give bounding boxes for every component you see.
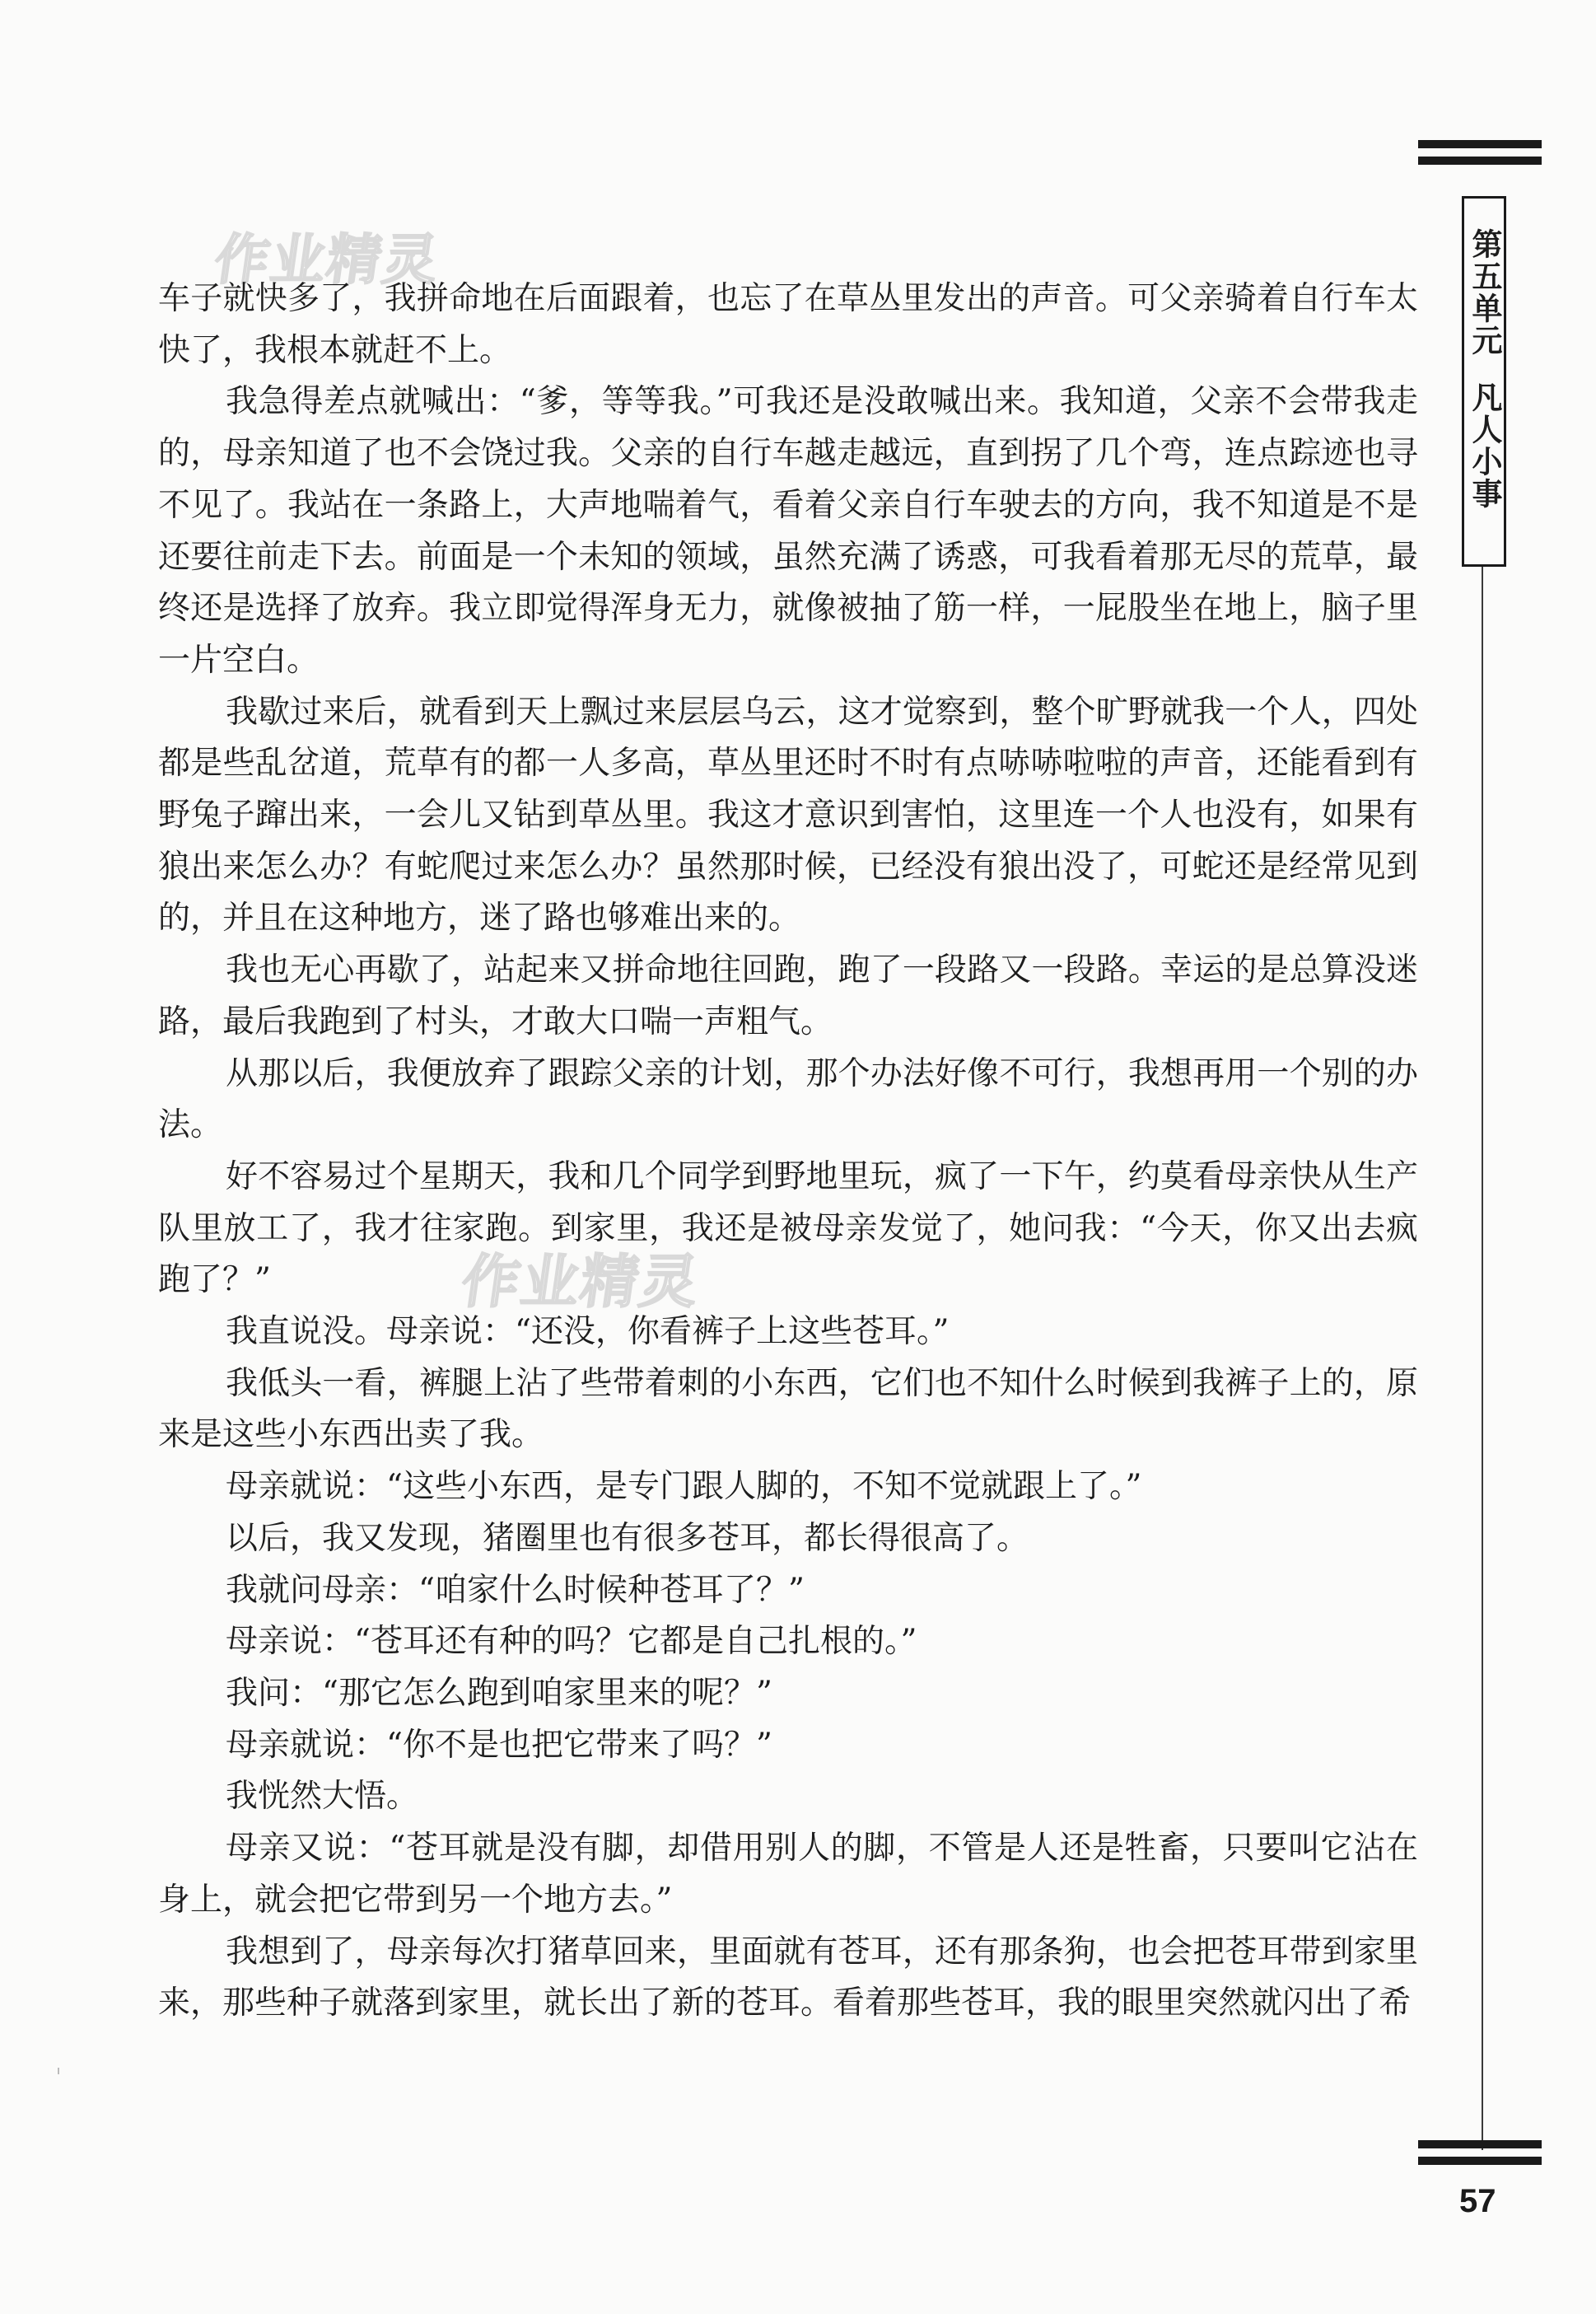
paragraph: 我也无心再歇了，站起来又拼命地往回跑，跑了一段路又一段路。幸运的是总算没迷路，最后我跑到了村头，才敢大口喘一声粗气。 [158, 951, 1418, 1040]
header-rule [1418, 140, 1542, 173]
paragraph: 好不容易过个星期天，我和几个同学到野地里玩，疯了一下午，约莫看母亲快从生产队里放工了，我才往家跑。到家里，我还是被母亲发觉了，她问我：“今天，你又出去疯跑了？” [158, 1157, 1418, 1299]
paragraph: 母亲说：“苍耳还有种的吗？它都是自己扎根的。” [226, 1623, 917, 1661]
paragraph: 我低头一看，裤腿上沾了些带着刺的小东西，它们也不知什么时候到我裤子上的，原来是这些小东西出卖了我。 [158, 1364, 1418, 1454]
paragraph: 我直说没。母亲说：“还没，你看裤子上这些苍耳。” [226, 1313, 950, 1351]
paragraph: 车子就快多了，我拼命地在后面跟着，也忘了在草丛里发出的声音。可父亲骑着自行车太快了，我根本就赶不上。 [158, 280, 1418, 369]
watermark-logo: 作业精灵 [210, 228, 444, 292]
paragraph: 我问：“那它怎么跑到咱家里来的呢？” [226, 1674, 772, 1712]
unit-title: 凡人小事 [1467, 381, 1502, 510]
paragraph: 我急得差点就喊出：“爹，等等我。”可我还是没敢喊出来。我知道，父亲不会带我走的，母亲知道了也不会饶过我。父亲的自行车越走越远，直到拐了几个弯，连点踪迹也寻不见了。我站在一条路上，大声地喘着气，看着父亲自行车驶去的方向，我不知道是不是还要往前走下去。前面是一个未知的领域，虽然充满了诱惑，可我看着那无尽的荒草，最终还是选择了放弃。我立即觉得浑身无力，就像被抽了筋一样，一屁股坐在地上，脑子里一片空白。 [158, 383, 1418, 679]
scan-speck [58, 2068, 59, 2074]
paragraph: 我恍然大悟。 [226, 1778, 419, 1816]
margin-rule [1482, 567, 1483, 2150]
footer-rule [1418, 2140, 1542, 2173]
body-text [158, 273, 1418, 2030]
paragraph: 母亲就说：“这些小东西，是专门跟人脚的，不知不觉就跟上了。” [226, 1468, 1142, 1506]
unit-tab [1462, 196, 1506, 567]
unit-label: 第五单元 [1467, 228, 1502, 357]
page-number: 57 [1459, 2183, 1496, 2219]
paragraph: 我就问母亲：“咱家什么时候种苍耳了？” [226, 1571, 805, 1609]
paragraph: 从那以后，我便放弃了跟踪父亲的计划，那个办法好像不可行，我想再用一个别的办法。 [158, 1054, 1418, 1144]
paragraph: 母亲就说：“你不是也把它带来了吗？” [226, 1726, 772, 1764]
paragraph: 我想到了，母亲每次打猪草回来，里面就有苍耳，还有那条狗，也会把苍耳带到家里来，那些种子就落到家里，就长出了新的苍耳。看着那些苍耳，我的眼里突然就闪出了希 [158, 1933, 1418, 2022]
paragraph: 母亲又说：“苍耳就是没有脚，却借用别人的脚，不管是人还是牲畜，只要叫它沾在身上，就会把它带到另一个地方去。” [158, 1830, 1418, 1919]
paragraph: 以后，我又发现，猪圈里也有很多苍耳，都长得很高了。 [226, 1519, 1029, 1557]
watermark-logo: 作业精灵 [457, 1248, 704, 1316]
paragraph: 我歇过来后，就看到天上飘过来层层乌云，这才觉察到，整个旷野就我一个人，四处都是些乱岔道，荒草有的都一人多高，草丛里还时不时有点哧哧啦啦的声音，还能看到有野兔子蹿出来，一会儿又钻到草丛里。我这才意识到害怕，这里连一个人也没有，如果有狼出来怎么办？有蛇爬过来怎么办？虽然那时候，已经没有狼出没了，可蛇还是经常见到的，并且在这种地方，迷了路也够难出来的。 [158, 693, 1418, 937]
